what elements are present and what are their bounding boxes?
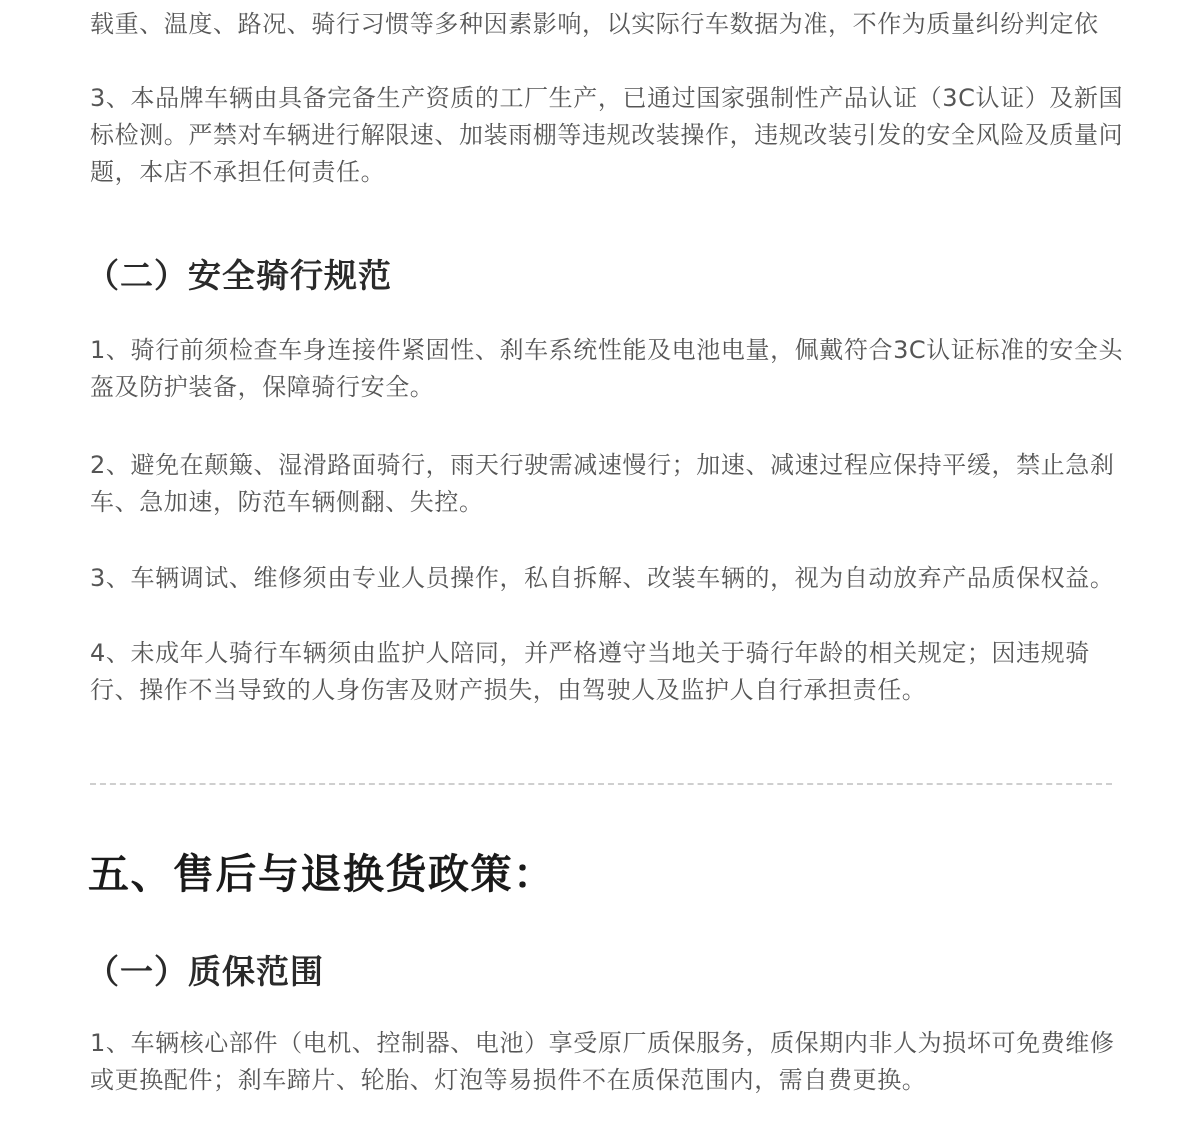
safety-item-2: 2、避免在颠簸、湿滑路面骑行，雨天行驶需减速慢行；加速、减速过程应保持平缓，禁止急刹车、急加速，防范车辆侧翻、失控。 bbox=[90, 451, 1115, 516]
paragraph-intro-tail: 载重、温度、路况、骑行习惯等多种因素影响，以实际行车数据为准，不作为质量纠纷判定依 bbox=[90, 10, 1099, 38]
section-heading-after-sales: 五、售后与退换货政策： bbox=[88, 850, 556, 898]
sub-heading-warranty-scope: （一）质保范围 bbox=[86, 952, 324, 991]
section-heading-safety: （二）安全骑行规范 bbox=[86, 256, 392, 295]
paragraph-intro-3: 3、本品牌车辆由具备完备生产资质的工厂生产，已通过国家强制性产品认证（3C认证）及新国标检测。严禁对车辆进行解限速、加装雨棚等违规改装操作，违规改装引发的安全风险及质量问题，本店不承担任何责任。 bbox=[90, 84, 1124, 186]
safety-item-3: 3、车辆调试、维修须由专业人员操作，私自拆解、改装车辆的，视为自动放弃产品质保权益。 bbox=[90, 564, 1115, 592]
safety-item-4: 4、未成年人骑行车辆须由监护人陪同，并严格遵守当地关于骑行年龄的相关规定；因违规骑行、操作不当导致的人身伤害及财产损失，由驾驶人及监护人自行承担责任。 bbox=[90, 639, 1090, 704]
warranty-item-1: 1、车辆核心部件（电机、控制器、电池）享受原厂质保服务，质保期内非人为损坏可免费维修或更换配件；刹车蹄片、轮胎、灯泡等易损件不在质保范围内，需自费更换。 bbox=[90, 1029, 1115, 1094]
safety-item-1: 1、骑行前须检查车身连接件紧固性、刹车系统性能及电池电量，佩戴符合3C认证标准的安全头盔及防护装备，保障骑行安全。 bbox=[90, 336, 1124, 401]
section-divider bbox=[90, 783, 1112, 785]
